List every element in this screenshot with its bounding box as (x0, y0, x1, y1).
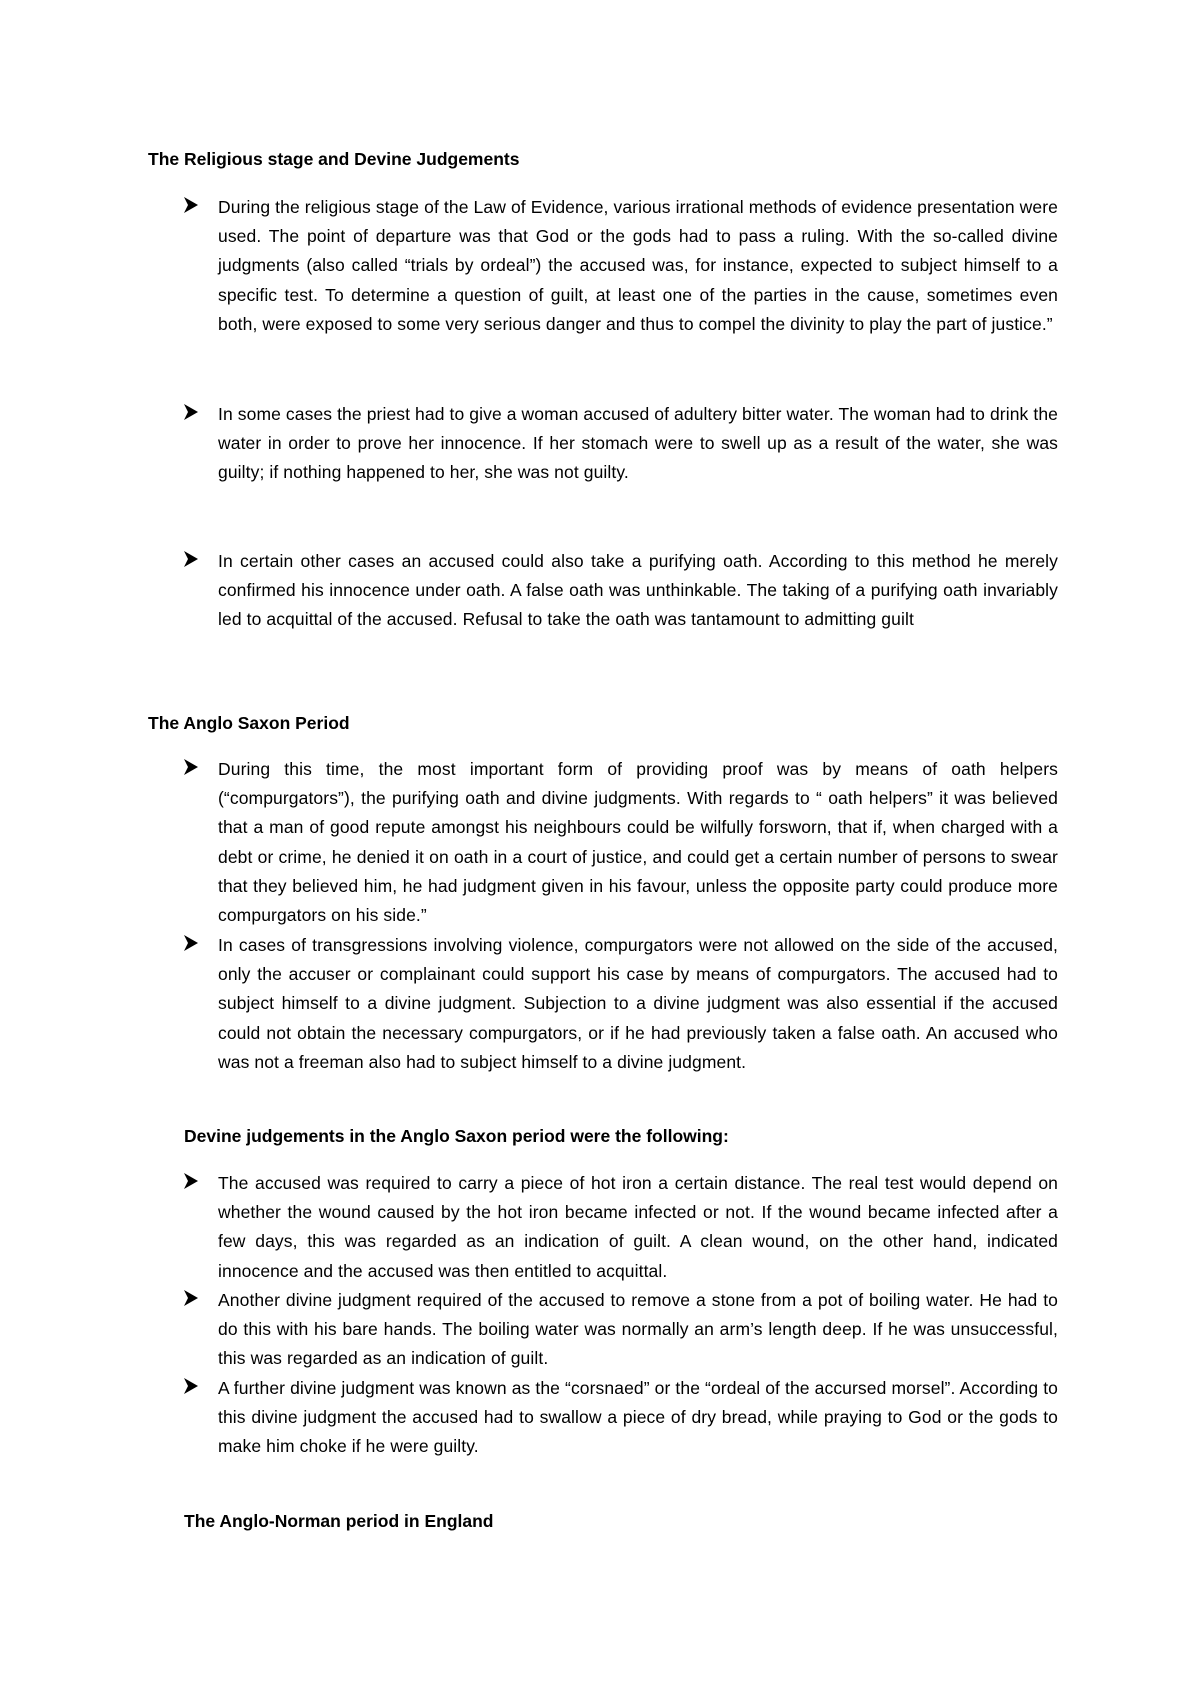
list-item (184, 1374, 1058, 1462)
arrowhead-bullet-icon (184, 759, 198, 775)
bullet-text: During the religious stage of the Law of Evidence, various irrational methods of evidence presentation were used. The point of departure was that God or the gods had to pass a ruling. With the so-called divine judgments (also called “trials by ordeal”) the accused was, for instance, expected to subject himself to a specific test. To determine a question of guilt, at least one of the parties in the cause, sometimes even both, were exposed to some very serious danger and thus to compel the divinity to play the part of justice.” (218, 197, 1058, 334)
list-item (184, 547, 1058, 635)
bullet-text: During this time, the most important form of providing proof was by means of oath helpers (“compurgators”), the purifying oath and divine judgments. With regards to “ oath helpers” it was believed that a man of good repute amongst his neighbours could be wilfully forsworn, that if, when charged with a debt or crime, he denied it on oath in a court of justice, and could get a certain number of persons to swear that they believed him, he had judgment given in his favour, unless the opposite party could produce more compurgators on his side.” (218, 759, 1058, 926)
arrowhead-bullet-icon (184, 404, 198, 420)
arrowhead-bullet-icon (184, 1378, 198, 1394)
heading-religious-stage: The Religious stage and Devine Judgements (148, 149, 520, 169)
list-item (184, 931, 1058, 1077)
arrowhead-bullet-icon (184, 551, 198, 567)
list-item (184, 400, 1058, 488)
bullet-text: A further divine judgment was known as the “corsnaed” or the “ordeal of the accursed morsel”. According to this divine judgment the accused had to swallow a piece of dry bread, while praying to God or the gods to make him choke if he were guilty. (218, 1378, 1058, 1457)
arrowhead-bullet-icon (184, 1173, 198, 1189)
bullet-text: The accused was required to carry a piece of hot iron a certain distance. The real test would depend on whether the wound caused by the hot iron became infected or not. If the wound became infected after a few days, this was regarded as an indication of guilt. A clean wound, on the other hand, indicated innocence and the accused was then entitled to acquittal. (218, 1173, 1058, 1281)
list-item (184, 193, 1058, 339)
bullet-text: In some cases the priest had to give a woman accused of adultery bitter water. The woman had to drink the water in order to prove her innocence. If her stomach were to swell up as a result of the water, she was guilty; if nothing happened to her, she was not guilty. (218, 404, 1058, 483)
heading-anglo-norman-period: The Anglo-Norman period in England (184, 1511, 494, 1531)
bullet-text: Another divine judgment required of the accused to remove a stone from a pot of boiling water. He had to do this with his bare hands. The boiling water was normally an arm’s length deep. If he was unsuccessful, this was regarded as an indication of guilt. (218, 1290, 1058, 1369)
list-item (184, 1169, 1058, 1286)
arrowhead-bullet-icon (184, 935, 198, 951)
heading-anglo-saxon-period: The Anglo Saxon Period (148, 713, 350, 733)
arrowhead-bullet-icon (184, 197, 198, 213)
arrowhead-bullet-icon (184, 1290, 198, 1306)
list-item (184, 1286, 1058, 1374)
bullet-text: In cases of transgressions involving violence, compurgators were not allowed on the side of the accused, only the accuser or complainant could support his case by means of compurgators. The accused had to subject himself to a divine judgment. Subjection to a divine judgment was also essential if the accused could not obtain the necessary compurgators, or if he had previously taken a false oath. An accused who was not a freeman also had to subject himself to a divine judgment. (218, 935, 1058, 1072)
list-item (184, 755, 1058, 930)
bullet-text: In certain other cases an accused could also take a purifying oath. According to this method he merely confirmed his innocence under oath. A false oath was unthinkable. The taking of a purifying oath invariably led to acquittal of the accused. Refusal to take the oath was tantamount to admitting guilt (218, 551, 1058, 630)
heading-devine-judgements-list: Devine judgements in the Anglo Saxon period were the following: (184, 1126, 729, 1146)
